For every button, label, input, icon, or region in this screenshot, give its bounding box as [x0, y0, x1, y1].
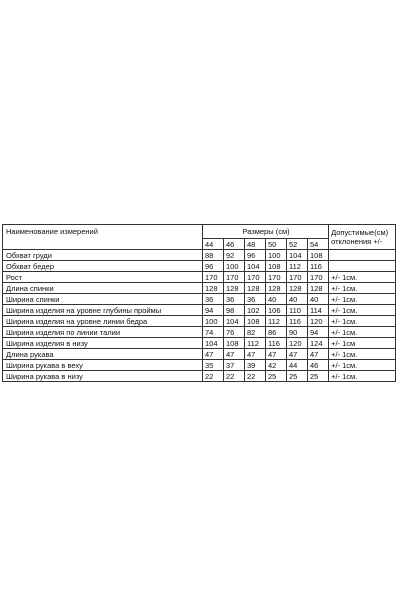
- measurement-value-cell: 112: [287, 261, 308, 272]
- measurement-value-cell: 170: [266, 272, 287, 283]
- measurement-value-cell: 108: [245, 316, 266, 327]
- measurement-value-cell: 25: [308, 371, 329, 382]
- tolerance-cell: [329, 250, 396, 261]
- size-header-cell: 46: [224, 239, 245, 250]
- measurement-value-cell: 25: [287, 371, 308, 382]
- measurement-value-cell: 74: [203, 327, 224, 338]
- measurement-value-cell: 102: [245, 305, 266, 316]
- measurement-value-cell: 37: [224, 360, 245, 371]
- tolerance-cell: +/- 1см.: [329, 283, 396, 294]
- measurement-value-cell: 170: [224, 272, 245, 283]
- measurement-value-cell: 90: [287, 327, 308, 338]
- measurement-value-cell: 22: [245, 371, 266, 382]
- measurement-value-cell: 76: [224, 327, 245, 338]
- table-row: [3, 283, 396, 294]
- measurement-value-cell: 44: [287, 360, 308, 371]
- measurement-value-cell: 47: [266, 349, 287, 360]
- tolerance-heading: Допустимые(см) отклонения +/-: [331, 228, 389, 246]
- tolerance-cell: +/- 1см.: [329, 316, 396, 327]
- measurement-value-cell: 88: [203, 250, 224, 261]
- measurement-value-cell: 39: [245, 360, 266, 371]
- measurement-value-cell: 108: [266, 261, 287, 272]
- measurement-value-cell: 94: [203, 305, 224, 316]
- size-header-cell: 54: [308, 239, 329, 250]
- size-header-cell: 44: [203, 239, 224, 250]
- table-row: [3, 250, 396, 261]
- header-tolerance-cell: [329, 225, 396, 250]
- measurement-name-cell: Длина рукава: [3, 349, 203, 360]
- table-row: [3, 294, 396, 305]
- measurement-value-cell: 106: [266, 305, 287, 316]
- tolerance-cell: +/- 1см.: [329, 327, 396, 338]
- measurement-name-cell: Обхват груди: [3, 250, 203, 261]
- measurement-value-cell: 100: [266, 250, 287, 261]
- measurement-name-cell: Ширина изделия в низу: [3, 338, 203, 349]
- tolerance-cell: [329, 261, 396, 272]
- measurement-value-cell: 98: [224, 305, 245, 316]
- measurement-value-cell: 36: [203, 294, 224, 305]
- table-row: [3, 338, 396, 349]
- measurement-value-cell: 128: [245, 283, 266, 294]
- header-row: [3, 225, 396, 239]
- measurement-name-cell: Ширина спинки: [3, 294, 203, 305]
- tolerance-cell: +/- 1см.: [329, 349, 396, 360]
- tolerance-cell: +/- 1см.: [329, 272, 396, 283]
- measurement-value-cell: 100: [203, 316, 224, 327]
- table-row: [3, 360, 396, 371]
- measurement-value-cell: 47: [245, 349, 266, 360]
- measurement-value-cell: 108: [308, 250, 329, 261]
- measurement-value-cell: 170: [308, 272, 329, 283]
- measurement-value-cell: 170: [245, 272, 266, 283]
- measurement-value-cell: 42: [266, 360, 287, 371]
- measurement-value-cell: 104: [224, 316, 245, 327]
- table-row: [3, 327, 396, 338]
- tolerance-cell: +/- 1см.: [329, 360, 396, 371]
- measurement-name-cell: Ширина изделия по линии талии: [3, 327, 203, 338]
- table-row: [3, 371, 396, 382]
- header-sizes-cell: [203, 225, 329, 239]
- measurement-value-cell: 108: [224, 338, 245, 349]
- measurement-value-cell: 96: [203, 261, 224, 272]
- measurement-value-cell: 128: [203, 283, 224, 294]
- measurement-value-cell: 116: [266, 338, 287, 349]
- measurement-value-cell: 86: [266, 327, 287, 338]
- measurement-value-cell: 104: [287, 250, 308, 261]
- tolerance-cell: +/- 1см.: [329, 305, 396, 316]
- measurement-value-cell: 116: [287, 316, 308, 327]
- measurement-value-cell: 47: [203, 349, 224, 360]
- tolerance-cell: +/- 1см.: [329, 294, 396, 305]
- measurement-value-cell: 128: [287, 283, 308, 294]
- header-name-cell: [3, 225, 203, 250]
- measurement-value-cell: 47: [287, 349, 308, 360]
- measurement-name-cell: Ширина рукава в веху: [3, 360, 203, 371]
- measurement-name-heading: Наименование измерений: [6, 227, 98, 236]
- measurement-value-cell: 110: [287, 305, 308, 316]
- measurement-value-cell: 116: [308, 261, 329, 272]
- measurement-value-cell: 82: [245, 327, 266, 338]
- measurement-value-cell: 94: [308, 327, 329, 338]
- measurement-name-cell: Рост: [3, 272, 203, 283]
- table-row: [3, 316, 396, 327]
- measurement-value-cell: 128: [308, 283, 329, 294]
- measurement-value-cell: 170: [287, 272, 308, 283]
- measurement-value-cell: 22: [224, 371, 245, 382]
- measurement-name-cell: Ширина изделия на уровне глубины проймы: [3, 305, 203, 316]
- measurement-value-cell: 128: [224, 283, 245, 294]
- measurement-value-cell: 128: [266, 283, 287, 294]
- tolerance-cell: +/- 1см: [329, 338, 396, 349]
- measurement-value-cell: 22: [203, 371, 224, 382]
- measurement-value-cell: 40: [287, 294, 308, 305]
- measurement-value-cell: 120: [308, 316, 329, 327]
- size-header-cell: 50: [266, 239, 287, 250]
- measurement-value-cell: 36: [245, 294, 266, 305]
- measurement-value-cell: 104: [245, 261, 266, 272]
- measurement-name-cell: Обхват бедер: [3, 261, 203, 272]
- measurement-name-cell: Ширина рукава в низу: [3, 371, 203, 382]
- measurement-value-cell: 96: [245, 250, 266, 261]
- measurement-name-cell: Ширина изделия на уровне линии бедра: [3, 316, 203, 327]
- measurement-value-cell: 112: [266, 316, 287, 327]
- measurement-value-cell: 47: [224, 349, 245, 360]
- measurement-value-cell: 112: [245, 338, 266, 349]
- measurement-value-cell: 47: [308, 349, 329, 360]
- table-row: [3, 305, 396, 316]
- measurement-value-cell: 92: [224, 250, 245, 261]
- size-chart-table: [2, 224, 396, 382]
- measurement-value-cell: 35: [203, 360, 224, 371]
- measurement-value-cell: 104: [203, 338, 224, 349]
- measurement-value-cell: 46: [308, 360, 329, 371]
- table-row: [3, 261, 396, 272]
- measurement-value-cell: 100: [224, 261, 245, 272]
- measurement-value-cell: 40: [308, 294, 329, 305]
- size-header-cell: 52: [287, 239, 308, 250]
- table-row: [3, 272, 396, 283]
- measurement-name-cell: Длина спинки: [3, 283, 203, 294]
- measurement-value-cell: 170: [203, 272, 224, 283]
- table-row: [3, 349, 396, 360]
- tolerance-cell: +/- 1см.: [329, 371, 396, 382]
- measurement-value-cell: 25: [266, 371, 287, 382]
- measurement-value-cell: 120: [287, 338, 308, 349]
- measurement-value-cell: 124: [308, 338, 329, 349]
- measurement-value-cell: 36: [224, 294, 245, 305]
- measurement-value-cell: 114: [308, 305, 329, 316]
- measurement-value-cell: 40: [266, 294, 287, 305]
- sizes-heading: Размеры (см): [242, 227, 290, 236]
- size-header-cell: 48: [245, 239, 266, 250]
